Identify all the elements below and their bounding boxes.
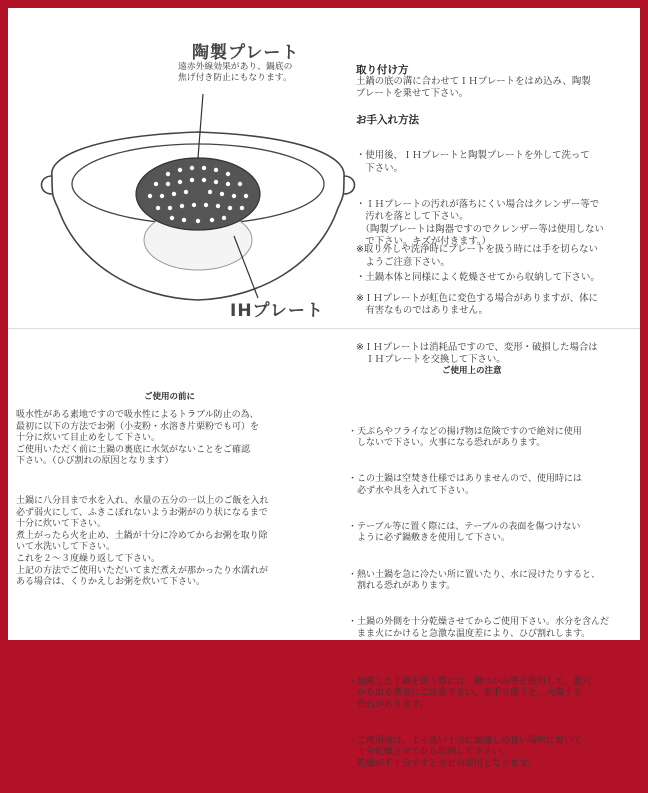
list-item: ・テーブル等に置く際には、テーブルの表面を傷つけない ように必ず鍋敷きを使用して下さい。 bbox=[348, 522, 581, 544]
instruction-sheet bbox=[8, 8, 640, 769]
section-divider bbox=[8, 328, 640, 329]
list-item: ※ＩＨプレートは消耗品ですので、変形・破損した場合は ＩＨプレートを交換して下さい。 bbox=[356, 342, 598, 366]
ih-plate-title: IHプレート bbox=[230, 301, 324, 321]
install-heading: 取り付け方 bbox=[356, 64, 409, 76]
list-item: ・熱い土鍋を急に冷たい所に置いたり、水に浸けたりすると、 割れる恐れがあります。 bbox=[348, 569, 601, 592]
list-item: ・土鍋本体と同様によく乾燥させてから収納して下さい。 bbox=[356, 272, 600, 284]
ceramic-plate bbox=[136, 158, 260, 230]
before-use-para1: 吸水性がある素地ですので吸水性によるトラブル防止の為、 最初に以下の方法でお粥（小麦粉・水溶き片栗粉でも可）を 十分に炊いて目止めをして下さい。 ご使用いただく前に土鍋の裏底に水気がないことをご確認 下さい。（ひび割れの原因となります） bbox=[16, 410, 260, 467]
care-heading: お手入れ方法 bbox=[356, 114, 419, 126]
precautions-list bbox=[348, 404, 609, 793]
list-item: ・土鍋の外側を十分乾燥させてからご使用下さい。水分を含んだ まま火にかけると急激な温度差により、ひび割れします。 bbox=[348, 617, 610, 639]
list-item: ・加熱した土鍋を扱う際には、鍋つかみ等を使用して、蓋穴 から出る蒸気にご注意下さい。素手で扱うと、火傷する 恐れがあります。 bbox=[348, 676, 591, 710]
list-item: ・ご使用後は、よく洗い十分に風通しの良い場所に置いて 十分乾燥させてから収納して下さい。 乾燥が不十分ですとカビの原因となります。 bbox=[348, 735, 583, 769]
before-use-heading: ご使用の前に bbox=[144, 392, 196, 402]
list-item: ・使用後、ＩＨプレートと陶製プレートを外して洗って 下さい。 bbox=[356, 150, 590, 174]
list-item: ・ＩＨプレートの汚れが落ちにくい場合はクレンザー等で 汚れを落として下さい。 （陶製プレートは陶器ですのでクレンザー等は使用しない で下さい。キズが付きます。） bbox=[356, 199, 604, 247]
install-text: 土鍋の底の溝に合わせてＩＨプレートをはめ込み、陶製 プレートを乗せて下さい。 bbox=[356, 76, 591, 100]
list-item: ・この土鍋は空焚き仕様ではありませんので、使用時には 必ず水や具を入れて下さい。 bbox=[348, 474, 582, 496]
precautions-heading: ご使用上の注意 bbox=[442, 366, 502, 376]
ceramic-plate-title: 陶製プレート bbox=[192, 43, 300, 63]
list-item: ※取り外しや洗浄時にプレートを扱う時には手を切らない ようご注意下さい。 bbox=[356, 244, 598, 268]
ceramic-plate-description: 遠赤外線効果があり、鍋底の 焦げ付き防止にもなります。 bbox=[178, 62, 293, 83]
list-item: ※ＩＨプレートが虹色に変色する場合がありますが、体に 有害なものではありません。 bbox=[356, 293, 598, 317]
list-item: ・天ぷらやフライなどの揚げ物は危険ですので絶対に使用 しないで下さい。火事になる恐れがあります。 bbox=[348, 426, 582, 449]
before-use-para2: 土鍋に八分目まで水を入れ、水量の五分の一以上のご飯を入れ 必ず弱火にして、ふきこぼれないようお粥がのり状になるまで 十分に炊いて下さい。 煮上がったら火を止め、土鍋が十分に冷めてからお粥を取り除 いて水洗いして下さい。 これを２〜３度繰り返して下さい。 上記の方法でご使用いただいてまだ煮えが那かったり水濡れが ある場合は、くりかえしお粥を炊いて下さい。 bbox=[16, 496, 269, 588]
